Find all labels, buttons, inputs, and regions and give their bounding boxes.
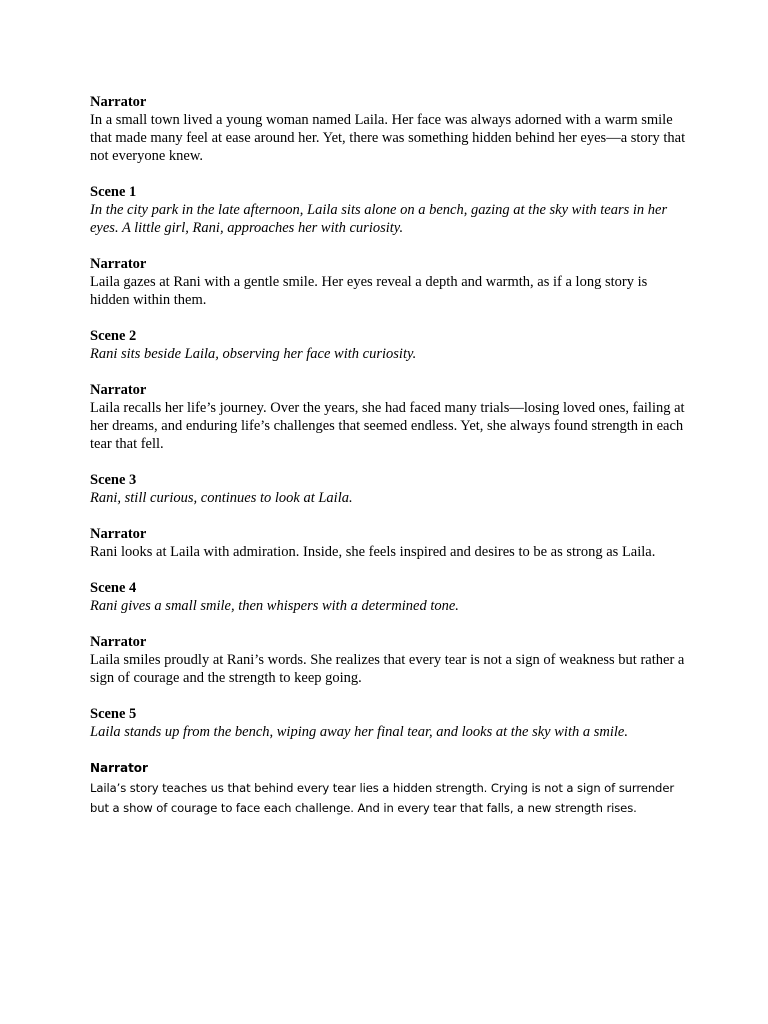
scene-4-section: [90, 579, 690, 615]
section-heading: Scene 5: [90, 706, 137, 722]
section-heading: Narrator: [90, 94, 147, 110]
section-heading: Narrator: [90, 634, 147, 650]
section-heading: Narrator: [90, 256, 147, 272]
section-text: Laila recalls her life’s journey. Over the years, she had faced many trials—losing loved ones, failing at her dreams, and enduring life’s challenges that seemed endless. Yet, she always found strength in each tear that fell.: [90, 400, 685, 452]
scene-direction: Rani gives a small smile, then whispers with a determined tone.: [90, 598, 459, 614]
narrator-section: [90, 255, 690, 309]
section-heading: Scene 4: [90, 580, 137, 596]
narrator-section: [90, 381, 690, 453]
scene-direction: Rani sits beside Laila, observing her face with curiosity.: [90, 346, 417, 362]
narrator-section: [90, 93, 690, 165]
scene-3-section: [90, 471, 690, 507]
scene-1-section: [90, 183, 690, 237]
document-page: [90, 93, 690, 836]
section-heading: Scene 1: [90, 184, 137, 200]
section-text: Rani looks at Laila with admiration. Inside, she feels inspired and desires to be as strong as Laila.: [90, 544, 656, 560]
section-text: Laila smiles proudly at Rani’s words. She realizes that every tear is not a sign of weakness but rather a sign of courage and the strength to keep going.: [90, 652, 685, 686]
closing-narrator-section: [90, 759, 690, 818]
section-text: Laila gazes at Rani with a gentle smile. Her eyes reveal a depth and warmth, as if a long story is hidden within them.: [90, 274, 648, 308]
scene-direction: In the city park in the late afternoon, Laila sits alone on a bench, gazing at the sky with tears in her eyes. A little girl, Rani, approaches her with curiosity.: [90, 202, 668, 236]
scene-5-section: [90, 705, 690, 741]
scene-direction: Laila stands up from the bench, wiping away her final tear, and looks at the sky with a smile.: [90, 724, 628, 740]
narrator-section: [90, 525, 690, 561]
narrator-section: [90, 633, 690, 687]
scene-2-section: [90, 327, 690, 363]
scene-direction: Rani, still curious, continues to look at Laila.: [90, 490, 353, 506]
section-heading: Narrator: [90, 761, 148, 775]
section-heading: Scene 2: [90, 328, 137, 344]
section-text: Laila’s story teaches us that behind every tear lies a hidden strength. Crying is not a sign of surrender but a show of courage to face each challenge. And in every tear that falls, a new strength rises.: [90, 781, 675, 815]
section-heading: Scene 3: [90, 472, 137, 488]
section-text: In a small town lived a young woman named Laila. Her face was always adorned with a warm smile that made many feel at ease around her. Yet, there was something hidden behind her eyes—a story that not everyone knew.: [90, 112, 686, 164]
section-heading: Narrator: [90, 526, 147, 542]
section-heading: Narrator: [90, 382, 147, 398]
